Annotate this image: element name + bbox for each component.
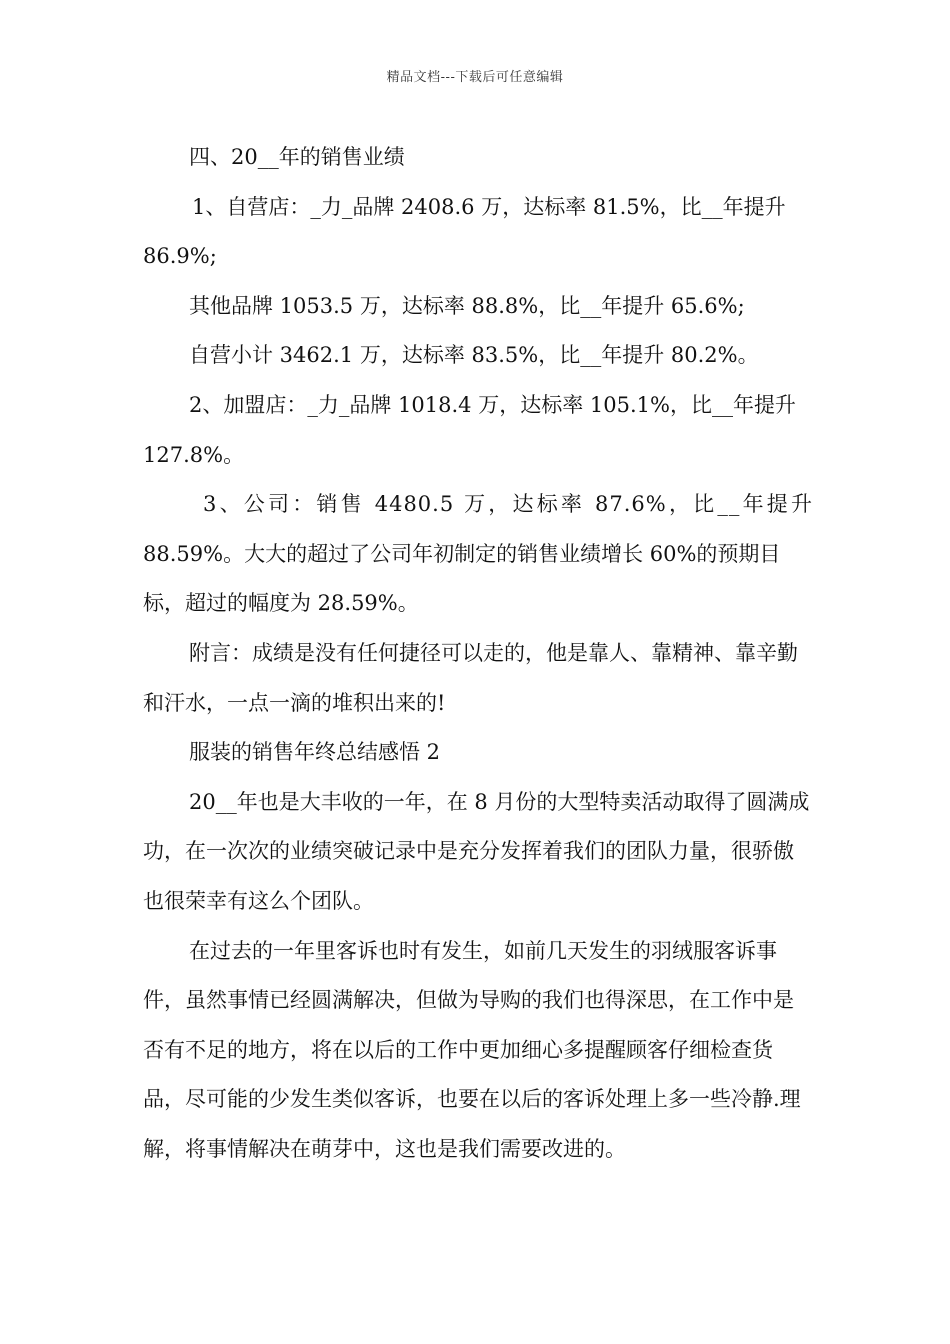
- item2-line1: 2、加盟店：_力_品牌 1018.4 万，达标率 105.1%，比__年提升: [189, 392, 796, 417]
- item3-line1: 3、公司：销售 4480.5 万，达标率 87.6%，比__年提升: [203, 492, 813, 517]
- other-brands-line: 其他品牌 1053.5 万，达标率 88.8%，比__年提升 65.6%;: [189, 293, 745, 318]
- item1-line2: 86.9%;: [143, 244, 217, 269]
- self-subtotal-line: 自营小计 3462.1 万，达标率 83.5%，比__年提升 80.2%。: [189, 343, 759, 368]
- section-title: 四、20__年的销售业绩: [189, 145, 405, 169]
- document-body: [143, 133, 813, 1174]
- item3-line3: 标，超过的幅度为 28.59%。: [143, 591, 419, 616]
- item2-line2: 127.8%。: [143, 442, 245, 467]
- page-header: 精品文档---下载后可任意编辑: [386, 70, 564, 85]
- item1-line1: 1、自营店：_力_品牌 2408.6 万，达标率 81.5%，比__年提升: [192, 194, 786, 219]
- paragraph-harvest: 20__年也是大丰收的一年，在 8 月份的大型特卖活动取得了圆满成功，在一次次的业绩突破记录中是充分发挥着我们的团队力量，很骄傲也很荣幸有这么个团队。: [143, 789, 810, 913]
- paragraph-complaints: 在过去的一年里客诉也时有发生，如前几天发生的羽绒服客诉事件，虽然事情已经圆满解决，但做为导购的我们也得深思，在工作中是否有不足的地方，将在以后的工作中更加细心多提醒顾客仔细检查货品，尽可能的少发生类似客诉，也要在以后的客诉处理上多一些冷静.理解，将事情解决在萌芽中，这也是我们需要改进的。: [143, 938, 801, 1161]
- postscript-paragraph: 附言：成绩是没有任何捷径可以走的，他是靠人、靠精神、靠辛勤和汗水，一点一滴的堆积出来的!: [143, 640, 798, 715]
- article-title: 服装的销售年终总结感悟 2: [189, 740, 441, 765]
- item3-line2: 88.59%。大大的超过了公司年初制定的销售业绩增长 60%的预期目: [143, 541, 781, 566]
